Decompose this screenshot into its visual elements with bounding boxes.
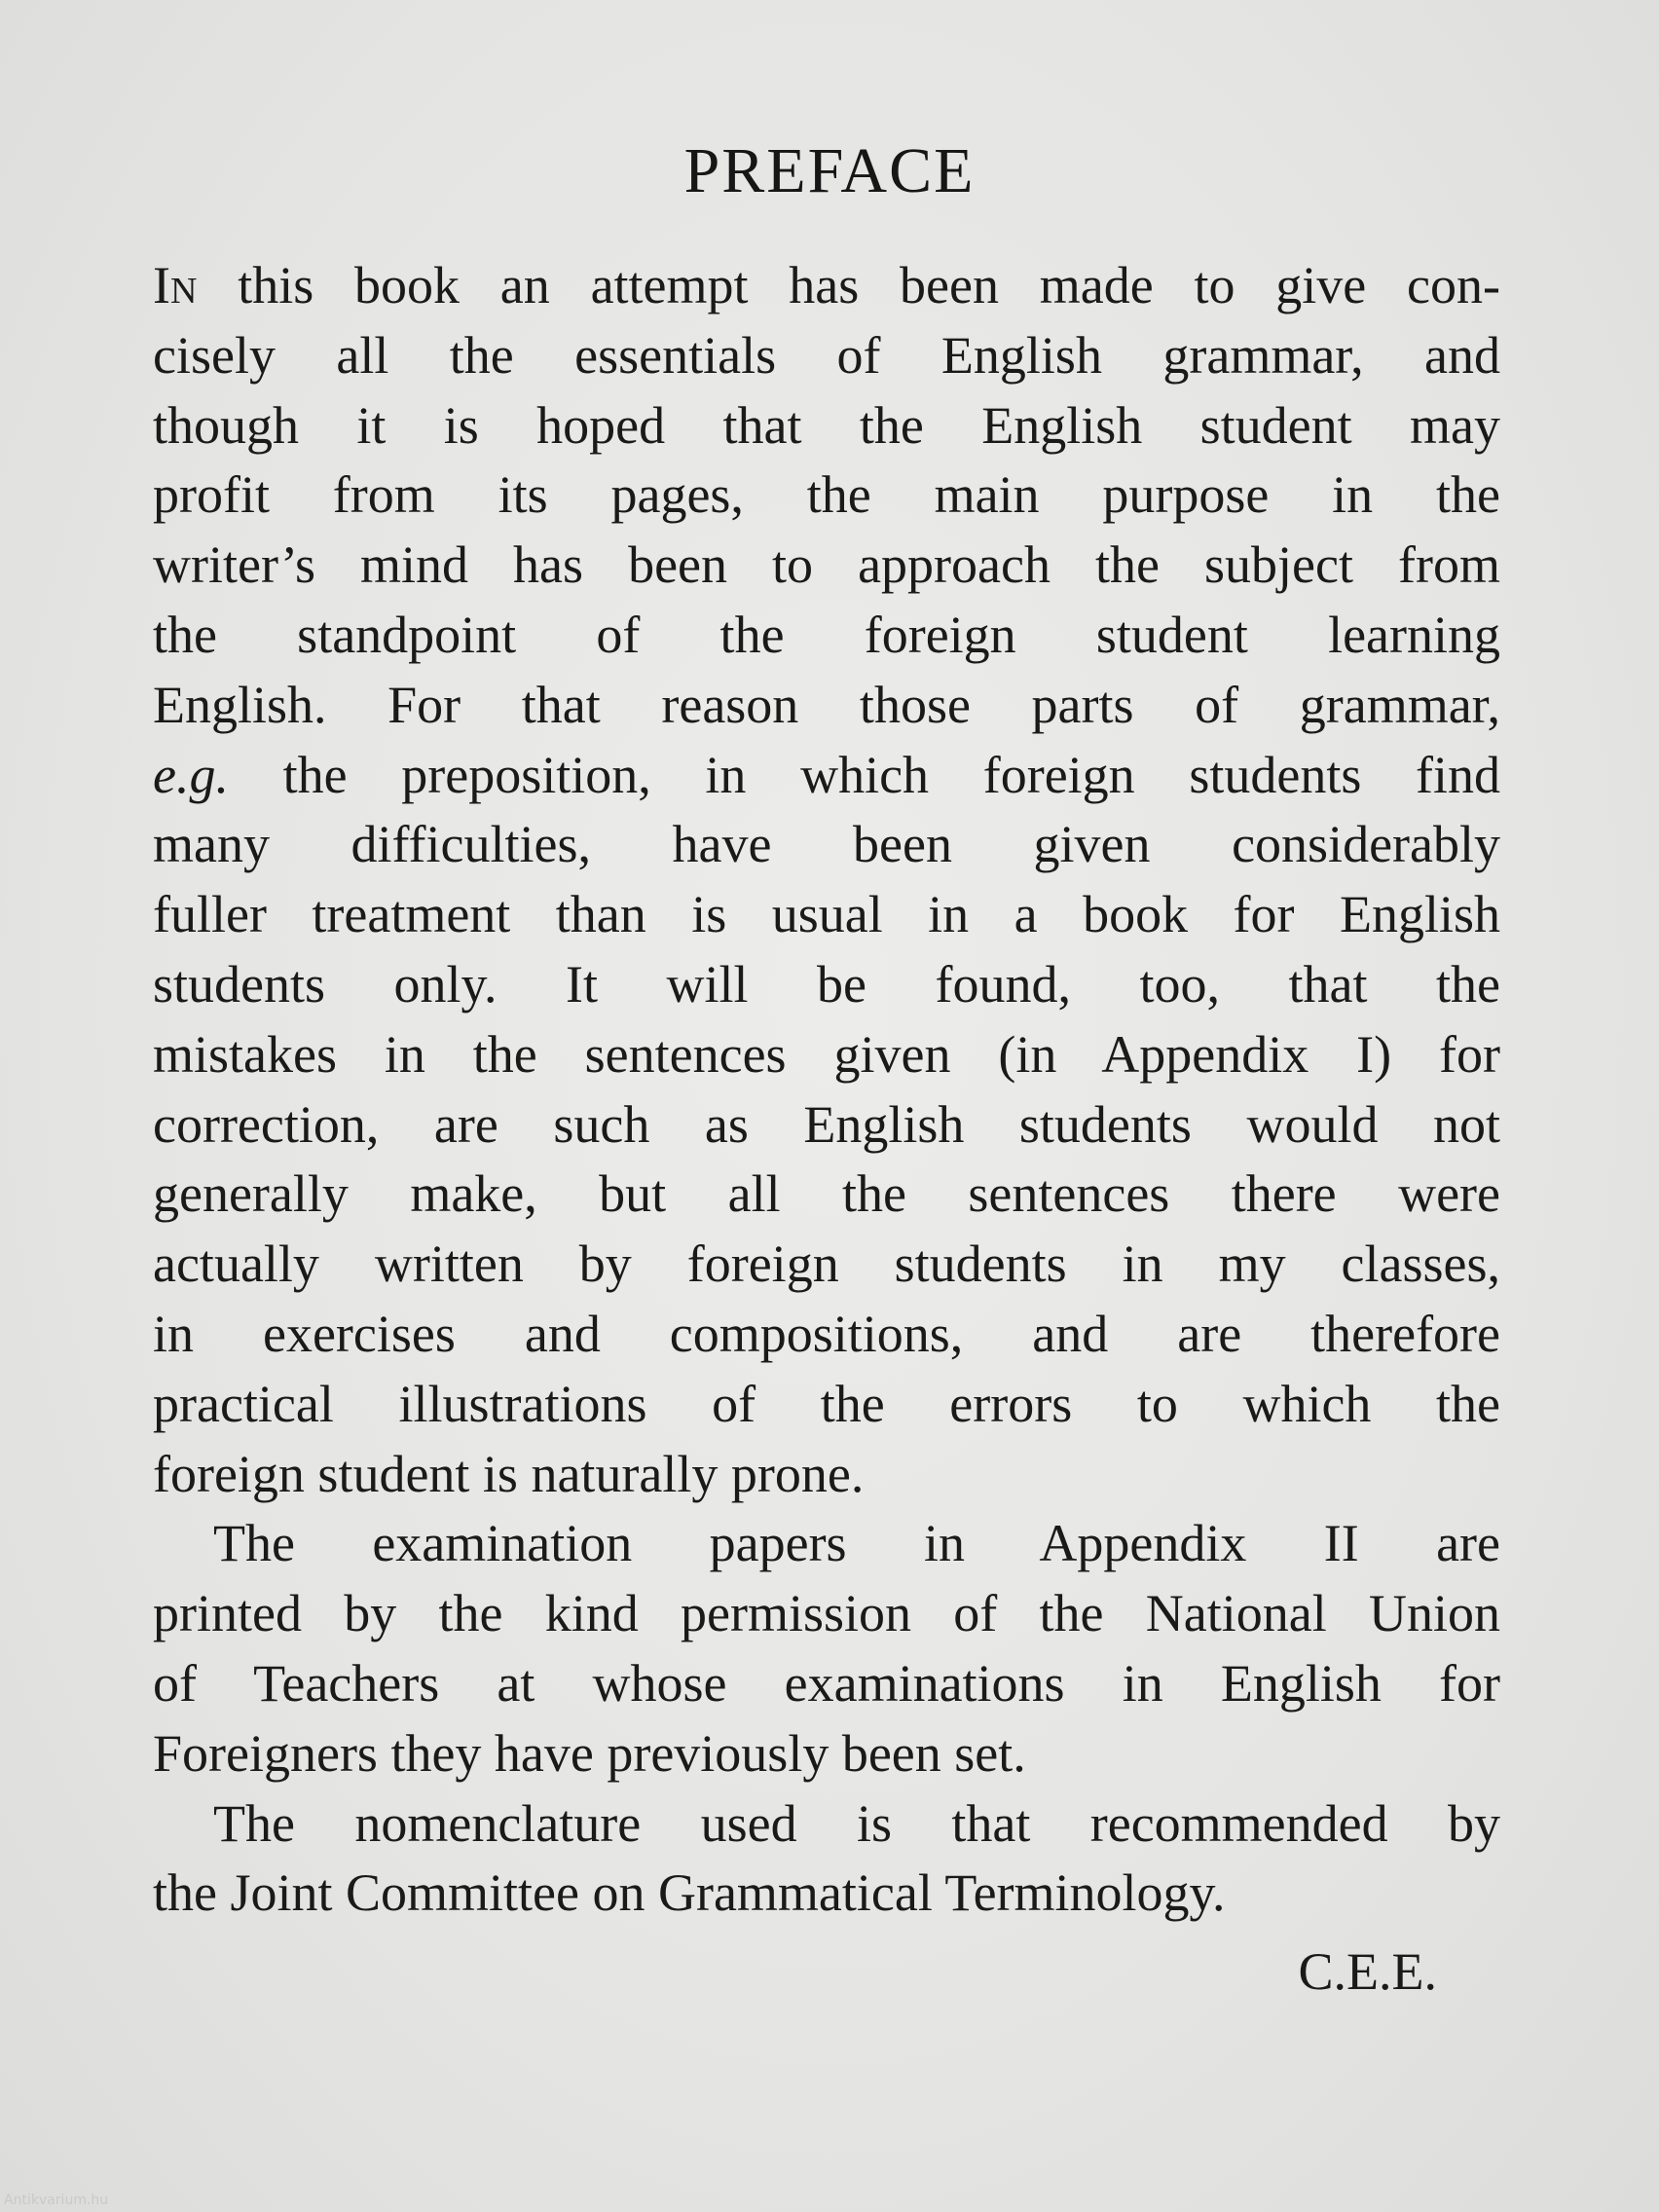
text-line: generally make, but all the sentences there were [153,1164,1500,1224]
text-line: many difficulties, have been given considerably [153,815,1500,874]
text-line: Foreigners they have previously been set. [153,1723,1026,1783]
text-line: mistakes in the sentences given (in Appendix I) for [153,1024,1500,1084]
text-line: foreign student is naturally prone. [153,1444,865,1503]
preface-body [153,251,1500,1929]
text-line: though it is hoped that the English student may [153,395,1500,455]
text-line: The examination papers in Appendix II are [213,1514,1500,1573]
text-line: In this book an attempt has been made to give con- [153,256,1500,314]
text-line: cisely all the essentials of English grammar, and [153,325,1500,385]
text-line: the Joint Committee on Grammatical Terminology. [153,1863,1226,1923]
text-line: English. For that reason those parts of grammar, [153,675,1500,734]
drop-word: In [153,256,198,314]
text-line: of Teachers at whose examinations in English for [153,1653,1500,1713]
text-line: The nomenclature used is that recommended by [213,1793,1500,1853]
text-line: correction, are such as English students would not [153,1094,1500,1154]
italic-abbreviation: e.g. [153,745,229,804]
text-line: profit from its pages, the main purpose in the [153,465,1500,525]
text-line: fuller treatment than is usual in a book for English [153,885,1500,944]
author-initials: C.E.E. [1298,1942,1437,2001]
text-line: printed by the kind permission of the National Union [153,1584,1500,1643]
page-title: PREFACE [683,135,976,206]
watermark: Antikvarium.hu [4,2193,109,2208]
text-line: the standpoint of the foreign student learning [153,605,1500,664]
text-line: writer’s mind has been to approach the subject from [153,535,1500,595]
text-line: e.g. the preposition, in which foreign students find [153,745,1500,804]
text-line: students only. It will be found, too, that the [153,954,1500,1014]
text-line: practical illustrations of the errors to which the [153,1374,1500,1433]
text-line: actually written by foreign students in my classes, [153,1235,1500,1294]
text-line: in exercises and compositions, and are therefore [153,1304,1500,1363]
